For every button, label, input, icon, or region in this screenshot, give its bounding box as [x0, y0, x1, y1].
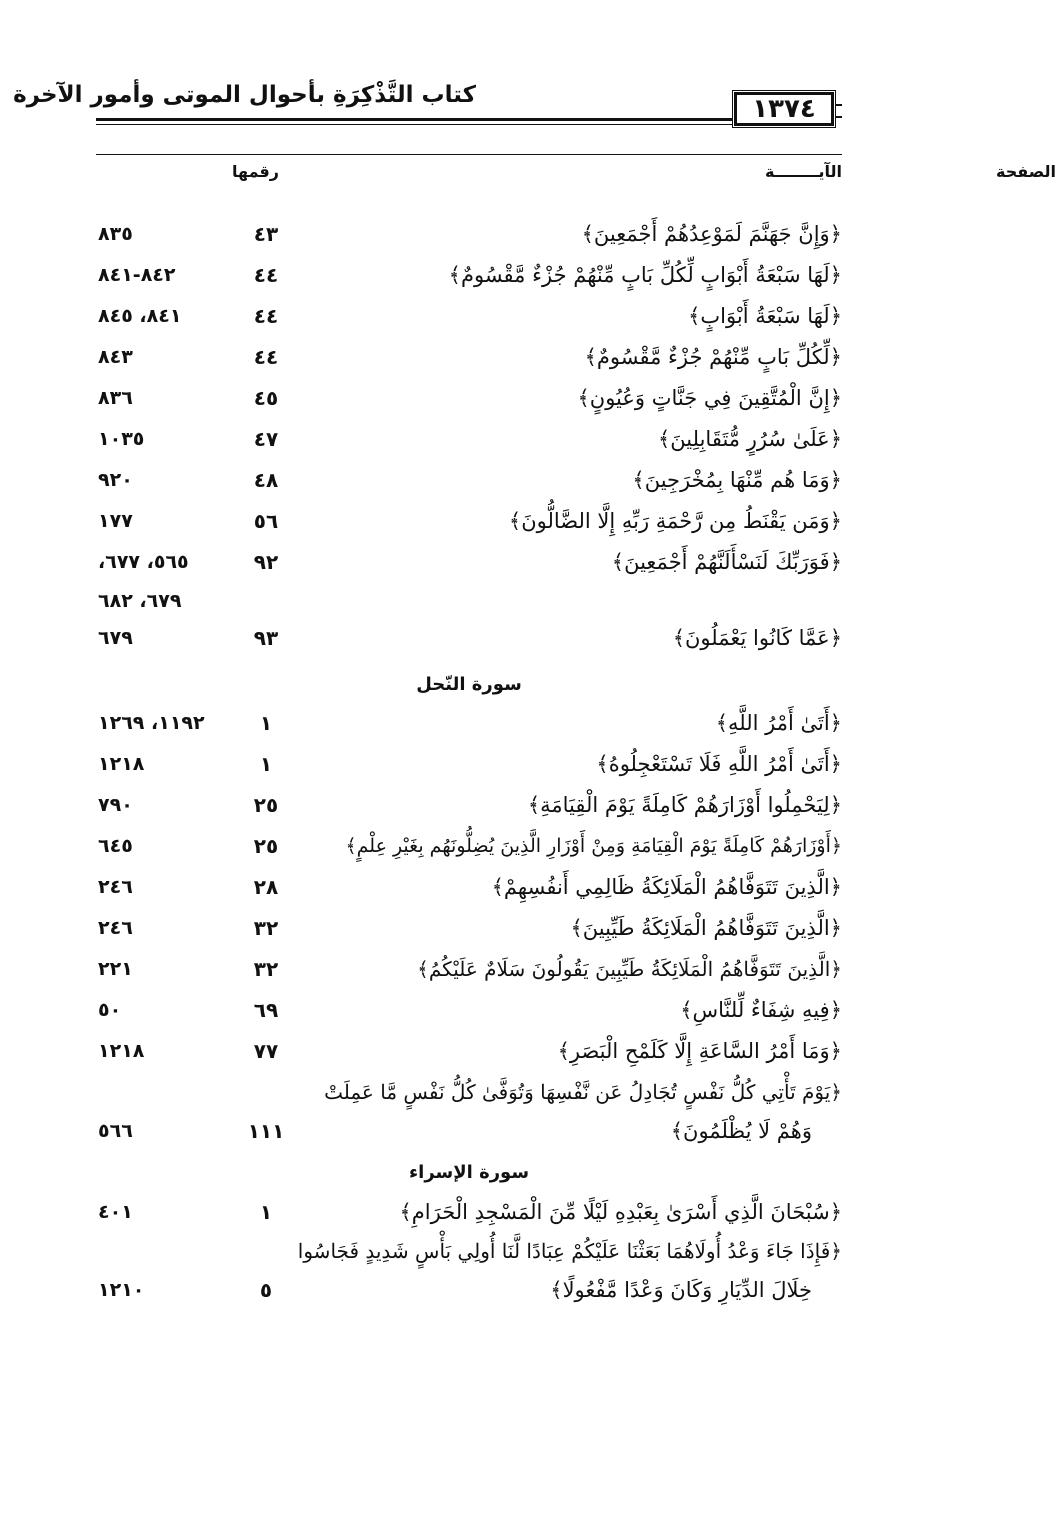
page-refs: ١٧٧: [98, 510, 133, 532]
page-refs: ٤٠١: [98, 1201, 133, 1223]
index-row-continuation: [96, 583, 842, 619]
verse-number: ٢٥: [253, 793, 279, 817]
index-row: [96, 705, 842, 741]
verse-text: ﴿فَإِذَا جَاءَ وَعْدُ أُولَاهُمَا بَعَثْنَا عَلَيْكُمْ عِبَادًا لَّنَا أُولِي بَأْسٍ شَدِيدٍ فَجَاسُوا: [297, 1239, 842, 1263]
verse-text-continued: خِلَالَ الدِّيَارِ وَكَانَ وَعْدًا مَّفْعُولًا﴾: [550, 1278, 812, 1302]
page-refs: ١٢١٨: [98, 1040, 145, 1062]
verse-number: ١: [259, 1200, 273, 1224]
header-rule: [96, 118, 736, 121]
verse-number: ٩٣: [253, 626, 279, 650]
verse-text: ﴿الَّذِينَ تَتَوَفَّاهُمُ الْمَلَائِكَةُ طَيِّبِينَ يَقُولُونَ سَلَامٌ عَلَيْكُمُ﴾: [417, 957, 842, 981]
verse-number: ٤٤: [253, 263, 279, 287]
index-row: [96, 339, 842, 375]
verse-text: ﴿الَّذِينَ تَتَوَفَّاهُمُ الْمَلَائِكَةُ طَيِّبِينَ﴾: [570, 916, 842, 940]
page-refs: ٨٤١، ٨٤٥: [98, 305, 182, 327]
verse-text: ﴿أَوْزَارَهُمْ كَامِلَةً يَوْمَ الْقِيَامَةِ وَمِنْ أَوْزَارِ الَّذِينَ يُضِلُّونَهُم بِغَيْرِ عِلْمٍ﴾: [345, 835, 842, 857]
verse-text: ﴿عَمَّا كَانُوا يَعْمَلُونَ﴾: [672, 626, 842, 650]
index-row: [96, 787, 842, 823]
verse-number: ٥: [259, 1278, 273, 1302]
verse-number: ٥٦: [253, 509, 279, 533]
verse-text: ﴿أَتَىٰ أَمْرُ اللَّهِ﴾: [715, 711, 842, 735]
index-row-line-1: [96, 1233, 842, 1269]
index-row: [96, 421, 842, 457]
verse-text: ﴿سُبْحَانَ الَّذِي أَسْرَىٰ بِعَبْدِهِ لَيْلًا مِّنَ الْمَسْجِدِ الْحَرَامِ﴾: [399, 1200, 842, 1224]
verse-text: ﴿أَتَىٰ أَمْرُ اللَّهِ فَلَا تَسْتَعْجِلُوهُ﴾: [596, 752, 842, 776]
verse-text: ﴿الَّذِينَ تَتَوَفَّاهُمُ الْمَلَائِكَةُ ظَالِمِي أَنفُسِهِمْ﴾: [491, 875, 842, 899]
index-row: [96, 298, 842, 334]
page-number-ornament: [836, 104, 842, 118]
verse-number: ٤٣: [253, 222, 279, 246]
index-row: [96, 869, 842, 905]
page-refs: ٨٤٣: [98, 346, 133, 368]
verse-number: ٩٢: [253, 550, 279, 574]
running-header-title: كتاب التَّذْكِرَةِ بأحوال الموتى وأمور الآخرة: [13, 82, 476, 108]
index-row: [96, 1113, 842, 1149]
index-row: [96, 1272, 842, 1308]
page-refs: ٢٤٦: [98, 917, 133, 939]
page-refs: ٥٠: [98, 999, 122, 1021]
verse-number: ١١١: [247, 1119, 285, 1143]
index-row: [96, 216, 842, 252]
index-row-line-1: [96, 1074, 842, 1110]
surah-heading: سورة النّحل: [416, 674, 522, 695]
verse-number: ٤٥: [253, 386, 279, 410]
index-row: [96, 462, 842, 498]
verse-text: ﴿وَمَا هُم مِّنْهَا بِمُخْرَجِينَ﴾: [632, 468, 842, 492]
verse-text-continued: وَهُمْ لَا يُظْلَمُونَ﴾: [670, 1119, 812, 1143]
index-row: [96, 910, 842, 946]
verse-text: ﴿يَوْمَ تَأْتِي كُلُّ نَفْسٍ تُجَادِلُ عَن نَّفْسِهَا وَتُوَفَّىٰ كُلُّ نَفْسٍ مَّا عَمِلَتْ: [324, 1080, 842, 1104]
page-refs: ١٢١٠: [98, 1279, 145, 1301]
page-refs: ١٢١٨: [98, 753, 145, 775]
verse-number: ٤٨: [253, 468, 279, 492]
surah-heading: سورة الإسراء: [408, 1162, 530, 1183]
page-refs: ٢٤٦: [98, 876, 133, 898]
page-refs: ٦٤٥: [98, 835, 133, 857]
verse-number: ٤٤: [253, 304, 279, 328]
index-row: [96, 951, 842, 987]
verse-text: ﴿وَمَا أَمْرُ السَّاعَةِ إِلَّا كَلَمْحِ الْبَصَرِ﴾: [557, 1039, 842, 1063]
page-refs: ١١٩٢، ١٢٦٩: [98, 712, 205, 734]
index-row: [96, 380, 842, 416]
index-row: [96, 992, 842, 1028]
page-refs: ٢٢١: [98, 958, 133, 980]
page-refs: ٥٦٦: [98, 1120, 133, 1142]
verse-text: ﴿إِنَّ الْمُتَّقِينَ فِي جَنَّاتٍ وَعُيُونٍ﴾: [577, 386, 842, 410]
index-row: [96, 503, 842, 539]
column-heading-number: رقمها: [232, 162, 279, 181]
verse-text: ﴿وَإِنَّ جَهَنَّمَ لَمَوْعِدُهُمْ أَجْمَعِينَ﴾: [581, 222, 842, 246]
page-refs: ٦٧٩: [98, 627, 133, 649]
verse-number: ١: [259, 711, 273, 735]
header-rule-thin: [96, 124, 736, 125]
verse-number: ٣٢: [253, 957, 279, 981]
index-row: [96, 828, 842, 864]
page-refs: ٨٤٢-٨٤١: [98, 264, 176, 286]
page-refs: ٦٧٩، ٦٨٢: [98, 590, 182, 612]
page-refs: ٧٩٠: [98, 794, 133, 816]
verse-text: ﴿لِيَحْمِلُوا أَوْزَارَهُمْ كَامِلَةً يَوْمَ الْقِيَامَةِ﴾: [527, 793, 842, 817]
index-row: [96, 1033, 842, 1069]
page-number: ١٣٧٤: [734, 92, 834, 126]
verse-text: ﴿فَوَرَبِّكَ لَنَسْأَلَنَّهُمْ أَجْمَعِينَ﴾: [611, 550, 842, 574]
index-row: [96, 1194, 842, 1230]
verse-text: ﴿لِّكُلِّ بَابٍ مِّنْهُمْ جُزْءٌ مَّقْسُومٌ﴾: [584, 345, 842, 369]
page-refs: ٩٢٠: [98, 469, 133, 491]
verse-number: ٢٥: [253, 834, 279, 858]
page-refs: ٨٣٦: [98, 387, 133, 409]
page-refs: ١٠٣٥: [98, 428, 145, 450]
column-heading-page: الصفحة: [995, 162, 1056, 181]
verse-number: ٢٨: [253, 875, 279, 899]
column-header-rule: [96, 154, 842, 155]
index-row: [96, 746, 842, 782]
verse-text: ﴿فِيهِ شِفَاءٌ لِّلنَّاسِ﴾: [680, 998, 842, 1022]
index-row: [96, 544, 842, 580]
page-refs: ٥٦٥، ٦٧٧،: [98, 551, 189, 573]
page-refs: ٨٣٥: [98, 223, 133, 245]
verse-number: ٤٤: [253, 345, 279, 369]
verse-text: ﴿لَهَا سَبْعَةُ أَبْوَابٍ﴾: [688, 304, 842, 328]
index-row: [96, 620, 842, 656]
verse-number: ١: [259, 752, 273, 776]
verse-number: ٧٧: [253, 1039, 279, 1063]
index-row: [96, 257, 842, 293]
verse-text: ﴿وَمَن يَقْنَطُ مِن رَّحْمَةِ رَبِّهِ إِلَّا الضَّالُّونَ﴾: [508, 509, 842, 533]
verse-text: ﴿لَهَا سَبْعَةُ أَبْوَابٍ لِّكُلِّ بَابٍ مِّنْهُمْ جُزْءٌ مَّقْسُومٌ﴾: [448, 263, 842, 287]
verse-text: ﴿عَلَىٰ سُرُرٍ مُّتَقَابِلِينَ﴾: [658, 427, 842, 451]
column-heading-verse: الآيــــــــة: [765, 162, 842, 181]
verse-number: ٤٧: [253, 427, 279, 451]
verse-number: ٣٢: [253, 916, 279, 940]
verse-number: ٦٩: [253, 998, 279, 1022]
